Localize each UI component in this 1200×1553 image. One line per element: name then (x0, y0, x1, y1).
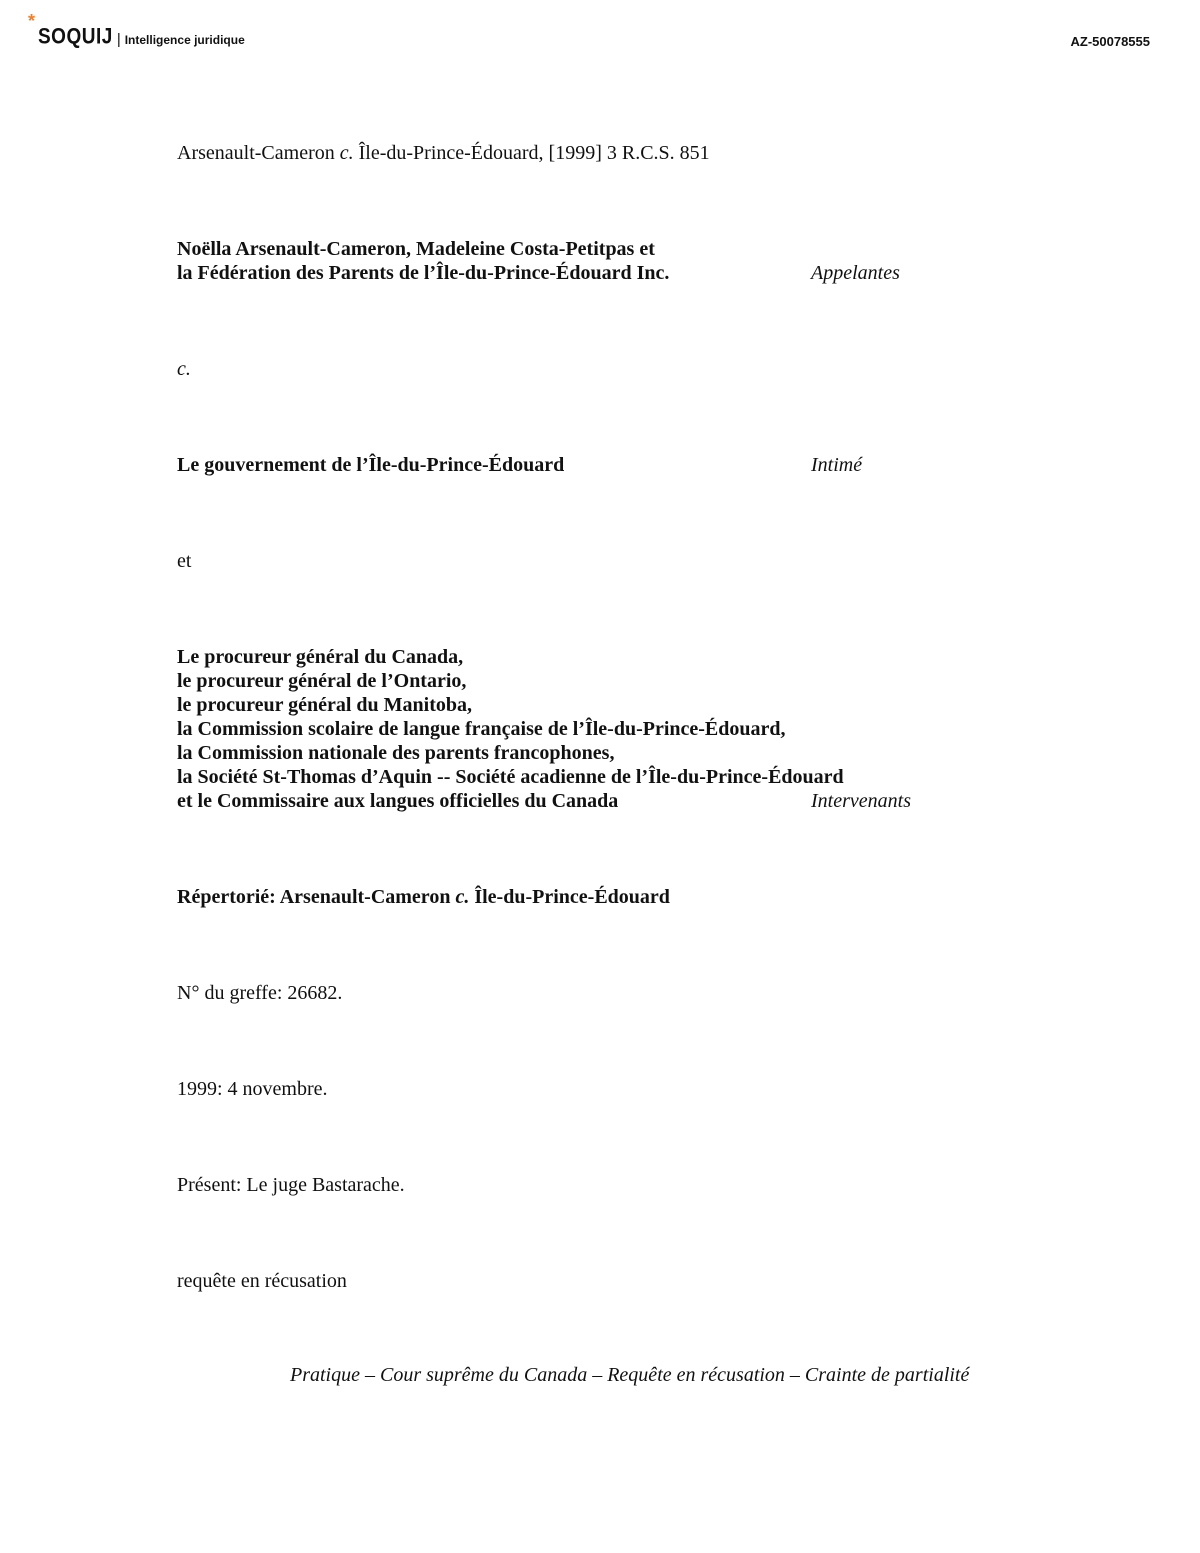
interveners-block (177, 645, 844, 813)
document-id: AZ-50078555 (1070, 34, 1150, 49)
logo-tagline: Intelligence juridique (124, 33, 245, 47)
indexed-c: c. (455, 886, 470, 908)
versus-c: c. (177, 358, 191, 380)
indexed-rest: Île-du-Prince-Édouard (469, 886, 670, 908)
logo-separator: | (116, 31, 121, 48)
intervener-line: le procureur général de l’Ontario, (177, 670, 467, 692)
summary-keywords: Pratique – Cour suprême du Canada – Requête en récusation – Crainte de partialité (290, 1364, 970, 1386)
intervener-line: le procureur général du Manitoba, (177, 694, 472, 716)
and-text: et (177, 550, 192, 572)
file-number: N° du greffe: 26682. (177, 982, 343, 1004)
intervener-line: la Commission nationale des parents francophones, (177, 742, 615, 764)
respondent-role: Intimé (811, 454, 863, 476)
indexed-label: Répertorié: Arsenault-Cameron (177, 886, 456, 908)
present-judge: Présent: Le juge Bastarache. (177, 1174, 405, 1196)
appellants-line-1: Noëlla Arsenault-Cameron, Madeleine Costa-Petitpas et (177, 238, 655, 260)
case-citation (177, 141, 710, 165)
citation-part-3: Île-du-Prince-Édouard, [1999] 3 R.C.S. 851 (353, 142, 710, 164)
motion-type: requête en récusation (177, 1270, 347, 1292)
logo-wordmark: SOQUIJ (38, 25, 113, 50)
interveners-role: Intervenants (811, 790, 911, 812)
appellants-role: Appelantes (811, 262, 900, 284)
intervener-line: la Commission scolaire de langue française de l’Île-du-Prince-Édouard, (177, 718, 786, 740)
hearing-date: 1999: 4 novembre. (177, 1078, 328, 1100)
respondent-name: Le gouvernement de l’Île-du-Prince-Édouard (177, 454, 565, 476)
appellants-block (177, 237, 669, 285)
intervener-line: Le procureur général du Canada, (177, 646, 464, 668)
citation-part-1: Arsenault-Cameron (177, 142, 340, 164)
indexed-as (177, 885, 670, 909)
intervener-line: et le Commissaire aux langues officielles du Canada (177, 790, 619, 812)
soquij-logo (28, 11, 245, 50)
citation-c: c. (339, 142, 354, 164)
logo-star-icon: * (28, 11, 36, 31)
appellants-line-2: la Fédération des Parents de l’Île-du-Prince-Édouard Inc. (177, 262, 670, 284)
intervener-line: la Société St-Thomas d’Aquin -- Société acadienne de l’Île-du-Prince-Édouard (177, 766, 844, 788)
